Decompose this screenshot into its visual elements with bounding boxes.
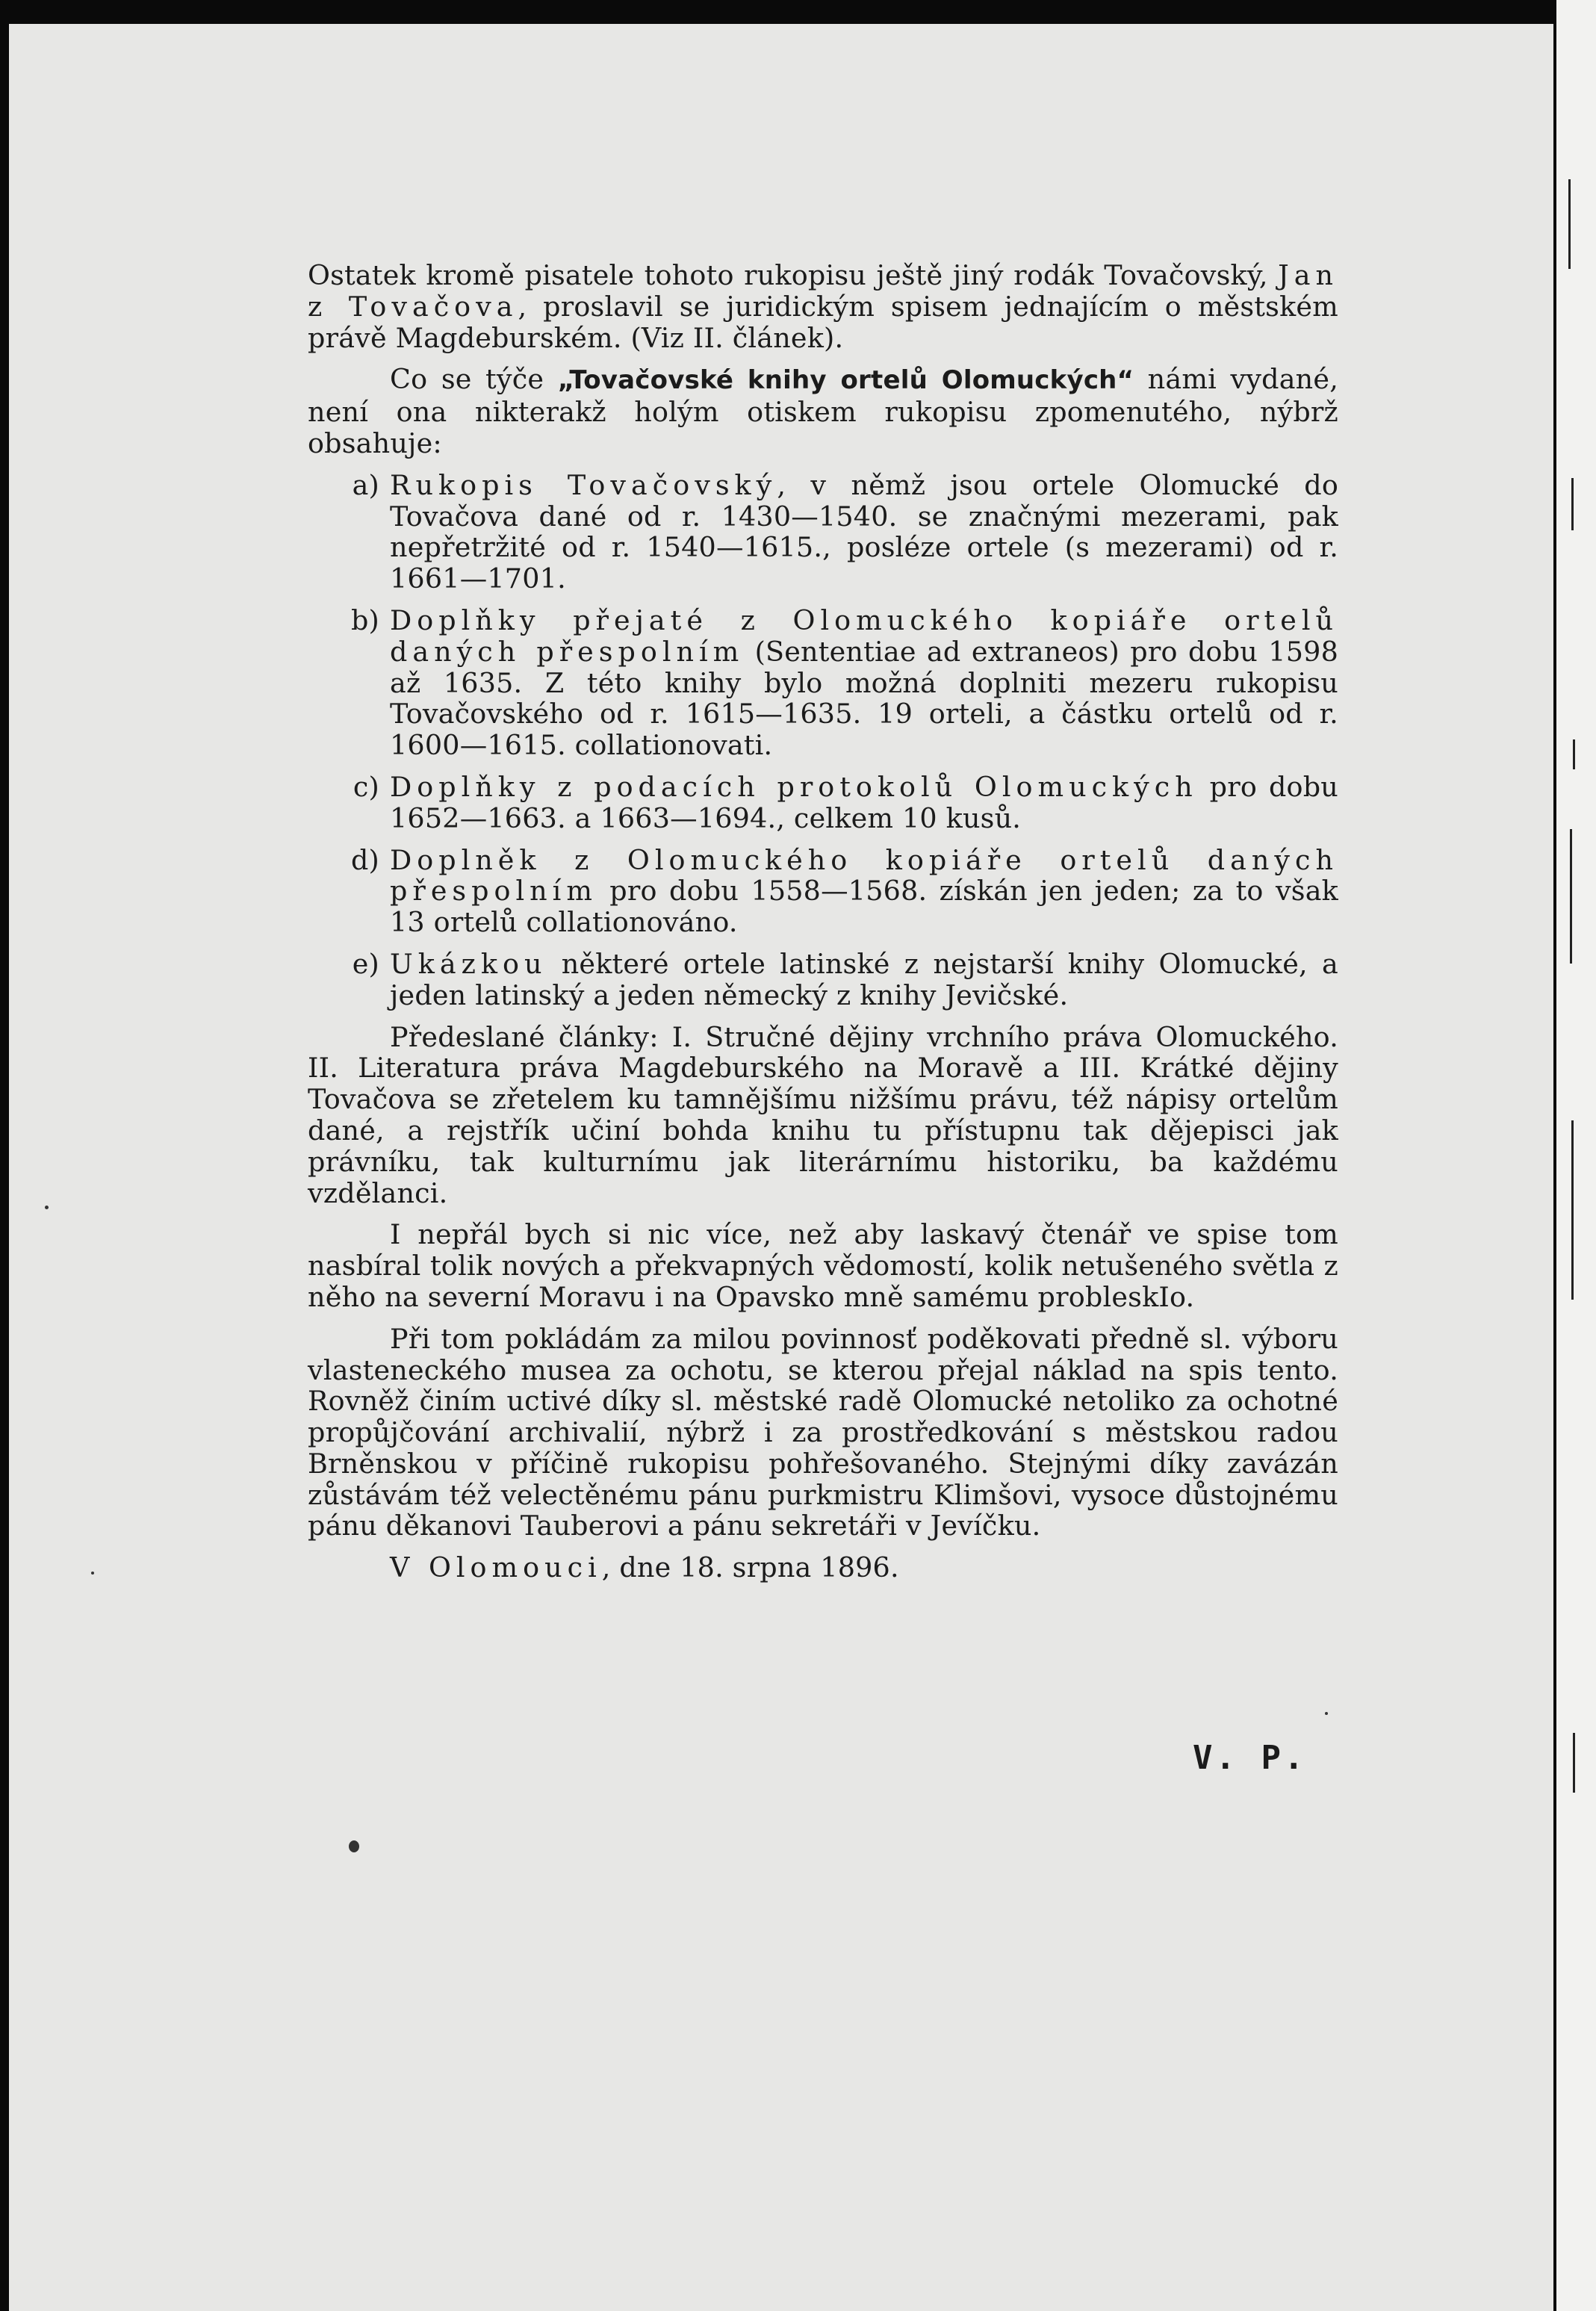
paragraph-intro <box>308 260 1338 353</box>
list-item-text <box>390 470 1338 595</box>
spaced-heading: Doplňky přejaté z Olomuckého kopiáře ortelů daných přespolním <box>390 604 1338 668</box>
speck-mark <box>349 1840 359 1852</box>
text-span: (Sententiae ad extraneos) pro dobu 1598 až 1635. Z této knihy bylo možná doplniti mezeru rukopisu Tovačovského od r. 1615—1635. 19 orteli, a částku ortelů od r. 1600—1615. collationovati. <box>390 635 1338 762</box>
spaced-heading: Rukopis Tovačovský <box>390 468 777 501</box>
list-item <box>308 772 1338 834</box>
speck-mark <box>1325 1712 1328 1715</box>
list-item <box>308 845 1338 938</box>
spaced-heading: Doplněk z Olomuckého kopiáře ortelů daných přespolním <box>390 843 1338 908</box>
text-span: pro dobu 1558—1568. získán jen jeden; za to však 13 ortelů collationováno. <box>390 875 1338 939</box>
list-marker: b) <box>350 604 379 636</box>
signature: V. P. <box>1193 1739 1307 1777</box>
spaced-name: Jan z Tovačova <box>308 259 1338 323</box>
book-title: „Tovačovské knihy ortelů Olomuckých“ <box>557 365 1134 396</box>
paragraph-thanks: Při tom pokládám za milou povinnosť poděkovati předně sl. výboru vlasteneckého musea za ochotu, se kterou přejal náklad na spis tento. Rovněž činím uctivé díky sl. městské radě Olomucké netoliko za ochotné propůjčování archivalií, nýbrž i za prostředkování s městskou radou Brněnskou v příčině rukopisu pohřešovaného. Stejnými díky zavázán zůstávám též velectěnému pánu purkmistru Klimšovi, vysoce důstojnému pánu děkanovi Tauberovi a pánu sekretáři v Jevíčku. <box>308 1322 1338 1542</box>
paragraph-contents <box>308 364 1338 459</box>
list-item-text <box>390 772 1338 834</box>
place-name: V Olomouci <box>390 1551 602 1584</box>
spaced-heading: Doplňky z podacích protokolů Olomuckých <box>390 770 1198 803</box>
dateline <box>308 1552 1338 1583</box>
text-span: některé ortele latinské z nejstarší knihy Olomucké, a jeden latinský a jeden německý z knihy Jevičské. <box>390 947 1338 1011</box>
spaced-heading: Ukázkou <box>390 947 547 980</box>
page-edge <box>1553 0 1596 2311</box>
list-marker: c) <box>353 770 379 803</box>
list-item <box>308 605 1338 761</box>
paragraph-wish: I nepřál bych si nic více, než aby laskavý čtenář ve spise tom nasbíral tolik nových a překvapných vědomostí, kolik netušeného světla z něho na severní Moravu i na Opavsko mně samému probleskIo. <box>308 1218 1338 1313</box>
list-marker: e) <box>352 947 379 980</box>
list-item-text <box>390 949 1338 1011</box>
paragraph-articles: Předeslané články: I. Stručné dějiny vrchního práva Olomuckého. II. Literatura práva Magdeburského na Moravě a III. Krátké dějiny Tovačova se zřetelem ku tamnějšímu nižšímu právu, též nápisy ortelům dané, a rejstřík učiní bohda knihu tu přístupnu tak dějepisci jak právníku, tak kulturnímu jak literárnímu historiku, ba každému vzdělanci. <box>308 1020 1338 1209</box>
list-item-text <box>390 605 1338 761</box>
list-marker: a) <box>352 468 379 501</box>
speck-mark <box>45 1206 49 1209</box>
text-span: , v němž jsou ortele Olomucké do Tovačova dané od r. 1430—1540. se značnými mezerami, pak nepřetržité od r. 1540—1615., posléze ortele (s mezerami) od r. 1661—1701. <box>390 468 1339 595</box>
list-item <box>308 949 1338 1011</box>
document-page <box>9 24 1556 2311</box>
list-marker: d) <box>350 843 379 876</box>
text-span: Co se týče <box>390 363 558 396</box>
text-span: Ostatek kromě pisatele tohoto rukopisu ještě jiný rodák Tovačovský, <box>308 259 1279 291</box>
text-span: námi vydané, není ona nikterakž holým otiskem rukopisu zpomenutého, nýbrž obsahuje: <box>308 363 1338 459</box>
text-span: pro dobu 1652—1663. a 1663—1694., celkem 10 kusů. <box>390 770 1338 834</box>
speck-mark <box>91 1572 94 1575</box>
list-item-text <box>390 845 1338 938</box>
body-text <box>308 260 1338 1594</box>
date-text: , dne 18. srpna 1896. <box>601 1551 899 1584</box>
list-item <box>308 470 1338 595</box>
text-span: , proslavil se juridickým spisem jednajícím o městském právě Magdeburském. (Viz II. článek). <box>308 290 1338 354</box>
